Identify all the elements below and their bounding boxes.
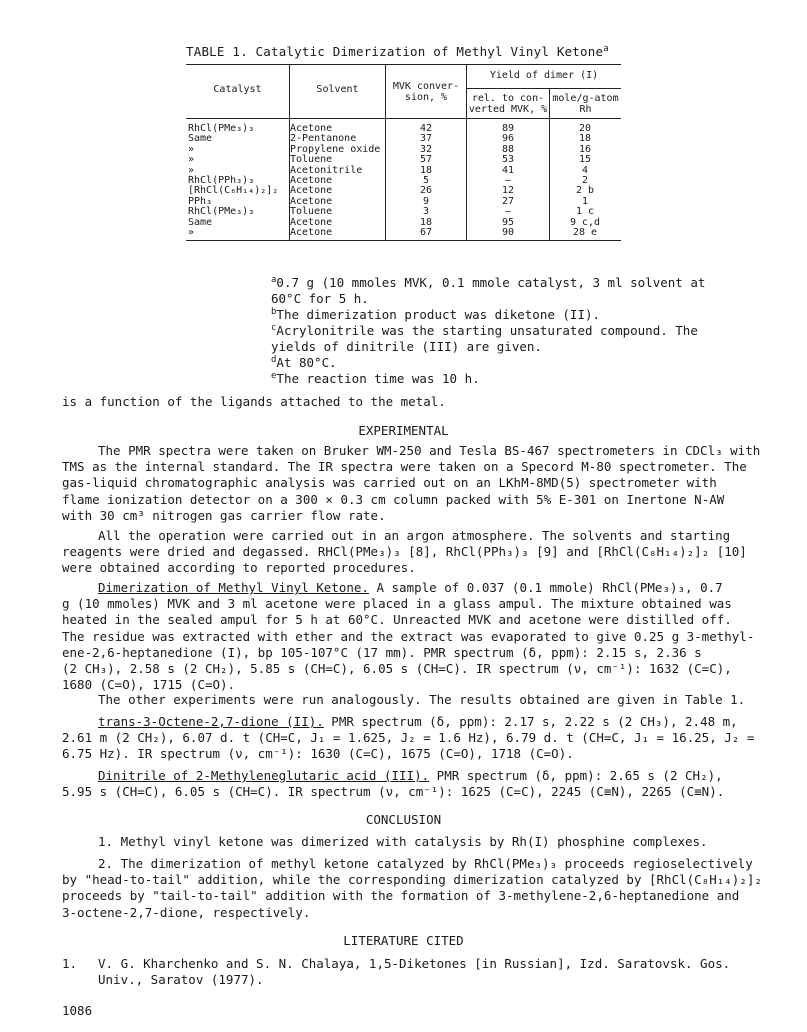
- text-line: reagents were dried and degassed. RHCl(PMe₃)₃ [8], RhCl(PPh₃)₃ [9] and [RhCl(C₈H₁₄)₂]₂ [10]: [62, 544, 747, 560]
- table-cell-mvk: 26: [419, 185, 433, 197]
- reference-1-number: 1.: [62, 956, 78, 971]
- table-cell-catalyst: RhCl(PPh₃)₃: [188, 175, 255, 186]
- intro-text: is a function of the ligands attached to the metal.: [62, 394, 446, 409]
- table-bottom-rule: [186, 240, 621, 241]
- table-cell-mvk: 5: [422, 175, 430, 186]
- table-header-rule: [186, 118, 621, 119]
- table-cell-mol: 20: [578, 123, 592, 134]
- text-line: ene-2,6-heptanedione (I), bp 105-107°C (17 mm). PMR spectrum (δ, ppm): 2.15 s, 2.36 s: [62, 644, 702, 660]
- table-cell-mol: 4: [581, 164, 589, 176]
- table-cell-mol: 1 c: [575, 206, 595, 218]
- table-cell-solvent: Acetone: [290, 195, 333, 207]
- text-line: were obtained according to reported procedures.: [62, 560, 416, 576]
- text-line: with 30 cm³ nitrogen gas carrier flow rate.: [62, 507, 386, 523]
- table-cell-solvent: Acetone: [290, 227, 333, 238]
- page-number: 1086: [62, 1003, 93, 1018]
- table-cell-rel: 88: [501, 143, 515, 155]
- table-cell-mol: 16: [578, 143, 592, 155]
- experimental-para2: [62, 528, 747, 577]
- para2-lines: [62, 528, 747, 577]
- para3-first-line: [62, 580, 742, 596]
- table-cell-solvent: Acetone: [290, 185, 333, 197]
- footnote-text: yields of dinitrile (III) are given.: [271, 339, 542, 355]
- table-cell-mol: 2 b: [575, 185, 595, 197]
- table-cell-rel: 90: [501, 227, 515, 238]
- footnote-mark: c: [271, 323, 277, 333]
- table-cell-catalyst: Same: [188, 133, 213, 145]
- text-line: 3-octene-2,7-dione, respectively.: [62, 904, 311, 920]
- table-cell-rel: 41: [501, 164, 515, 176]
- table-cell-rel: 27: [501, 195, 515, 207]
- table-cell-mvk: 57: [419, 154, 433, 166]
- table-cell-rel: –: [504, 175, 512, 186]
- conclusion-item2-lines: [62, 856, 762, 921]
- table-cell-rel: 96: [501, 133, 515, 145]
- text-line: flame ionization detector on a 300 × 0.3 cm column packed with 5% E-301 on Inertone N-AW: [62, 491, 725, 507]
- table-cell-catalyst: PPh₃: [188, 195, 213, 207]
- table-cell-mvk: 18: [419, 216, 433, 228]
- text-line: The residue was extracted with ether and the extract was evaporated to give 0.25 g 3-methyl-: [62, 628, 755, 644]
- para6-title: Dinitrile of 2-Methyleneglutaric acid (III).: [98, 768, 430, 783]
- text-line: The PMR spectra were taken on Bruker WM-250 and Tesla BS-467 spectrometers in CDCl₃ with: [98, 443, 761, 458]
- footnote-text: 0.7 g (10 mmoles MVK, 0.1 mmole catalyst, 3 ml solvent at: [276, 275, 706, 291]
- text-line: proceeds by "tail-to-tail" addition with the formation of 3-methylene-2,6-heptanedione and: [62, 888, 740, 904]
- para3-first-rest: A sample of 0.037 (0.1 mmole) RhCl(PMe₃)₃, 0.7: [368, 580, 723, 595]
- header-mol-line1: mole/g-atom: [552, 93, 619, 104]
- table-cell-rel: –: [504, 206, 512, 218]
- table-cell-mol: 18: [578, 133, 592, 145]
- conclusion-item1: [62, 834, 742, 850]
- footnote-text: The reaction time was 10 h.: [276, 371, 480, 387]
- table-cell-catalyst: RhCl(PMe₃)₃: [188, 123, 255, 134]
- experimental-heading: EXPERIMENTAL: [358, 423, 449, 438]
- para3-lines: [62, 596, 755, 693]
- header-rel-line2: verted MVK, %: [468, 104, 548, 115]
- header-rel: [467, 93, 549, 115]
- text-line: 2.61 m (2 CH₂), 6.07 d. t (CH=C, J₁ = 1.625, J₂ = 1.6 Hz), 6.79 d. t (CH=C, J₁ = 16.25, J₂ =: [62, 730, 755, 746]
- table-cell-solvent: Toluene: [290, 206, 333, 218]
- table-cell-catalyst: Same: [188, 216, 213, 228]
- footnote-mark: d: [271, 355, 277, 365]
- header-mvk-line2: sion, %: [404, 92, 448, 103]
- text-line: 2. The dimerization of methyl ketone catalyzed by RhCl(PMe₃)₃ proceeds regioselectively: [98, 856, 753, 871]
- para6-lines: [62, 784, 742, 800]
- header-yield: Yield of dimer (I): [489, 70, 599, 81]
- table-cell-catalyst: »: [188, 154, 195, 166]
- para5-lines: [62, 730, 755, 762]
- para6-first-line: [62, 768, 742, 784]
- reference-1-text: V. G. Kharchenko and S. N. Chalaya, 1,5-Diketones [in Russian], Izd. Saratovsk. Gos.: [98, 956, 731, 971]
- yield-subheader-rule: [466, 88, 621, 89]
- table-cell-mvk: 42: [419, 123, 433, 134]
- footnote-line: [271, 368, 480, 387]
- table-cell-mol: 15: [578, 154, 592, 166]
- text-line: 1680 (C=O), 1715 (C=O).: [62, 677, 236, 693]
- table-cell-mvk: 32: [419, 143, 433, 155]
- text-line: heated in the sealed ampul for 5 h at 60°C. Unreacted MVK and acetone were distilled off.: [62, 612, 732, 628]
- experimental-para3: [62, 580, 755, 693]
- text-line: (2 CH₃), 2.58 s (2 CH₂), 5.85 s (CH=C), 6.05 s (CH=C). IR spectrum (ν, cm⁻¹): 1632 (C=C),: [62, 661, 732, 677]
- literature-heading: LITERATURE CITED: [343, 933, 464, 948]
- table-cell-rel: 89: [501, 123, 515, 134]
- text-line: TMS as the internal standard. The IR spectra were taken on a Specord M-80 spectrometer. The: [62, 459, 747, 475]
- footnote-text: The dimerization product was diketone (II).: [276, 307, 601, 323]
- header-rel-line1: rel. to con-: [471, 93, 545, 104]
- table-cell-catalyst: »: [188, 143, 195, 155]
- footnote-mark: a: [271, 275, 277, 285]
- para5-first-rest: PMR spectrum (δ, ppm): 2.17 s, 2.22 s (2 CH₃), 2.48 m,: [323, 714, 738, 729]
- text-line: All the operation were carried out in an argon atmosphere. The solvents and starting: [98, 528, 731, 543]
- footnote-mark: b: [271, 307, 277, 317]
- header-solvent: Solvent: [316, 84, 359, 95]
- table-cell-mvk: 67: [419, 227, 433, 238]
- table-cell-mvk: 9: [422, 195, 430, 207]
- table-cell-mol: 28 e: [572, 227, 598, 238]
- table-cell-mvk: 37: [419, 133, 433, 145]
- table-cell-solvent: Propylene oxide: [290, 143, 381, 155]
- conclusion-item2: [62, 856, 762, 921]
- table-cell-solvent: 2-Pentanone: [290, 133, 357, 145]
- reference-1-line2: Univ., Saratov (1977).: [98, 972, 264, 988]
- header-mol: [550, 93, 621, 115]
- experimental-para6: [62, 768, 742, 800]
- table-cell-mvk: 18: [419, 164, 433, 176]
- para3-title: Dimerization of Methyl Vinyl Ketone.: [98, 580, 369, 595]
- table-cell-mol: 9 c,d: [569, 216, 601, 228]
- text-line: 6.75 Hz). IR spectrum (ν, cm⁻¹): 1630 (C=C), 1675 (C=O), 1718 (C=O).: [62, 746, 574, 762]
- table-cell-rel: 95: [501, 216, 515, 228]
- table-title: TABLE 1. Catalytic Dimerization of Methyl Vinyl Ketone$^a$: [186, 44, 609, 60]
- footnote-mark: e: [271, 371, 277, 381]
- header-mvk-line1: MVK conver-: [392, 81, 460, 92]
- footnote-text: Acrylonitrile was the starting unsaturated compound. The: [276, 323, 698, 339]
- table-cell-rel: 12: [501, 185, 515, 197]
- para5-first-line: [62, 714, 742, 730]
- table-cell-catalyst: »: [188, 227, 195, 238]
- footnote-text: At 80°C.: [276, 355, 337, 371]
- table-cell-solvent: Acetonitrile: [290, 164, 363, 176]
- experimental-para5: [62, 714, 755, 763]
- table-cell-mol: 1: [581, 195, 589, 207]
- para5-title: trans-3-Octene-2,7-dione (II).: [98, 714, 324, 729]
- header-catalyst: Catalyst: [213, 84, 262, 95]
- experimental-para1: [62, 443, 761, 524]
- experimental-para4: [62, 692, 746, 708]
- footnote-text: 60°C for 5 h.: [271, 291, 369, 307]
- para4-text: The other experiments were run analogously. The results obtained are given in Table 1.: [98, 692, 746, 707]
- reference-1-line1: [62, 956, 742, 972]
- table-cell-solvent: Acetone: [290, 123, 333, 134]
- table-cell-mvk: 3: [422, 206, 430, 218]
- table-cell-solvent: Toluene: [290, 154, 333, 166]
- table-cell-rel: 53: [501, 154, 515, 166]
- table-cell-solvent: Acetone: [290, 216, 333, 228]
- header-mol-line2: Rh: [579, 104, 592, 115]
- table-top-rule: [186, 64, 621, 65]
- table-cell-catalyst: RhCl(PMe₃)₃: [188, 206, 255, 218]
- text-line: by "head-to-tail" addition, while the corresponding dimerization catalyzed by [RhCl(C₈H₁₄)₂]₂: [62, 872, 762, 888]
- table-cell-catalyst: »: [188, 164, 195, 176]
- para1-lines: [62, 443, 761, 524]
- text-line: 5.95 s (CH=C), 6.05 s (CH=C). IR spectrum (ν, cm⁻¹): 1625 (C=C), 2245 (C≡N), 2265 (C≡N).: [62, 784, 725, 800]
- reference-1: [62, 956, 742, 988]
- table-cell-catalyst: [RhCl(C₈H₁₄)₂]₂: [188, 185, 279, 197]
- text-line: gas-liquid chromatographic analysis was carried out on an LKhM-8MD(5) spectrometer with: [62, 475, 717, 491]
- intro-line: [62, 394, 742, 410]
- table-cell-mol: 2: [581, 175, 589, 186]
- header-mvk: [386, 81, 466, 103]
- table-cell-solvent: Acetone: [290, 175, 333, 186]
- conclusion-heading: CONCLUSION: [365, 812, 442, 827]
- conclusion-item1-text: 1. Methyl vinyl ketone was dimerized with catalysis by Rh(I) phosphine complexes.: [98, 834, 708, 849]
- text-line: g (10 mmoles) MVK and 3 ml acetone were placed in a glass ampul. The mixture obtained was: [62, 596, 732, 612]
- para6-first-rest: PMR spectrum (δ, ppm): 2.65 s (2 CH₂),: [429, 768, 723, 783]
